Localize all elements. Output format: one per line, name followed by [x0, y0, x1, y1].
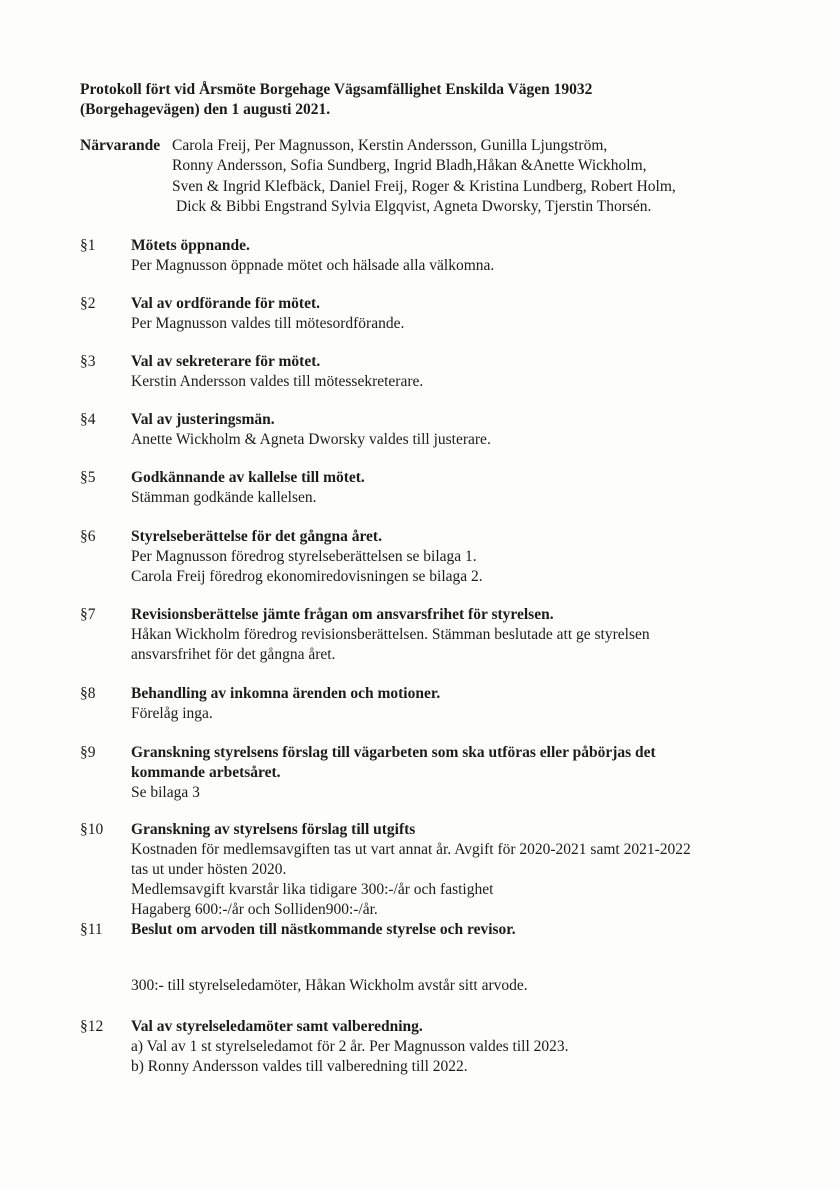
section-text: b) Ronny Andersson valdes till valberedning till 2022. [131, 1058, 468, 1075]
section-text: 300:- till styrelseledamöter, Håkan Wickholm avstår sitt arvode. [131, 977, 528, 994]
section-9 [131, 743, 656, 803]
section-number: §1 [80, 237, 96, 254]
section-heading: Mötets öppnande. [131, 237, 250, 254]
section-number: §9 [80, 744, 96, 761]
section-heading: Behandling av inkomna ärenden och motioner. [131, 685, 441, 702]
section-heading: kommande arbetsåret. [131, 764, 281, 781]
section-text: Kostnaden för medlemsavgiften tas ut vart annat år. Avgift för 2020-2021 samt 2021-2022 [131, 841, 691, 858]
section-8 [131, 684, 440, 724]
section-number: §4 [80, 411, 96, 428]
attendance-line-1: Carola Freij, Per Magnusson, Kerstin Andersson, Gunilla Ljungström, [172, 137, 608, 154]
section-heading: Granskning styrelsens förslag till vägarbeten som ska utföras eller påbörjas det [131, 744, 656, 761]
section-heading: Val av ordförande för mötet. [131, 295, 320, 312]
section-heading: Styrelseberättelse för det gångna året. [131, 528, 382, 545]
section-text: Håkan Wickholm föredrog revisionsberättelsen. Stämman beslutade att ge styrelsen [131, 626, 650, 643]
section-text: Anette Wickholm & Agneta Dworsky valdes till justerare. [131, 431, 491, 448]
section-number: §6 [80, 528, 96, 545]
section-6 [131, 527, 483, 587]
section-text: Stämman godkände kallelsen. [131, 489, 317, 506]
section-text: Carola Freij föredrog ekonomiredovisningen se bilaga 2. [131, 568, 483, 585]
section-3 [131, 352, 423, 392]
section-text: Medlemsavgift kvarstår lika tidigare 300:-/år och fastighet [131, 881, 494, 898]
section-number: §2 [80, 295, 96, 312]
attendance-line-2: Ronny Andersson, Sofia Sundberg, Ingrid Bladh,Håkan &Anette Wickholm, [172, 157, 647, 174]
section-heading: Revisionsberättelse jämte frågan om ansvarsfrihet för styrelsen. [131, 606, 554, 623]
section-heading: Godkännande av kallelse till mötet. [131, 469, 365, 486]
section-text: tas ut under hösten 2020. [131, 861, 287, 878]
section-heading: Val av sekreterare för mötet. [131, 353, 321, 370]
section-text: Per Magnusson valdes till mötesordförande. [131, 315, 405, 332]
section-1 [131, 236, 494, 276]
section-10 [131, 820, 691, 920]
section-heading: Val av styrelseledamöter samt valberedning. [131, 1018, 423, 1035]
section-text: Hagaberg 600:-/år och Solliden900:-/år. [131, 901, 378, 918]
section-heading: Beslut om arvoden till nästkommande styrelse och revisor. [131, 921, 516, 938]
section-number: §11 [80, 921, 103, 938]
section-5 [131, 468, 365, 508]
section-number: §8 [80, 685, 96, 702]
section-text: Per Magnusson öppnade mötet och hälsade alla välkomna. [131, 257, 495, 274]
attendance-line-4: Dick & Bibbi Engstrand Sylvia Elgqvist, Agneta Dworsky, Tjerstin Thorsén. [176, 198, 652, 215]
section-text: Per Magnusson föredrog styrelseberättelsen se bilaga 1. [131, 548, 477, 565]
section-text: Se bilaga 3 [131, 784, 200, 801]
section-text: Förelåg inga. [131, 705, 213, 722]
attendance-label: Närvarande [80, 137, 161, 154]
section-text: a) Val av 1 st styrelseledamot för 2 år. Per Magnusson valdes till 2023. [131, 1038, 569, 1055]
section-heading: Granskning av styrelsens förslag till utgifts [131, 821, 416, 838]
attendance-line-3: Sven & Ingrid Klefbäck, Daniel Freij, Roger & Kristina Lundberg, Robert Holm, [172, 178, 676, 195]
section-heading: Val av justeringsmän. [131, 411, 275, 428]
section-number: §3 [80, 353, 96, 370]
section-number: §10 [80, 821, 104, 838]
section-12 [131, 1017, 569, 1077]
title-line-2: (Borgehagevägen) den 1 augusti 2021. [80, 101, 331, 118]
section-2 [131, 294, 404, 334]
section-text: ansvarsfrihet för det gångna året. [131, 646, 336, 663]
section-number: §12 [80, 1018, 104, 1035]
section-number: §5 [80, 469, 96, 486]
section-number: §7 [80, 606, 96, 623]
section-7 [131, 605, 650, 665]
title-line-1: Protokoll fört vid Årsmöte Borgehage Vägsamfällighet Enskilda Vägen 19032 [80, 81, 593, 98]
section-4 [131, 410, 491, 450]
section-text: Kerstin Andersson valdes till mötessekreterare. [131, 373, 424, 390]
